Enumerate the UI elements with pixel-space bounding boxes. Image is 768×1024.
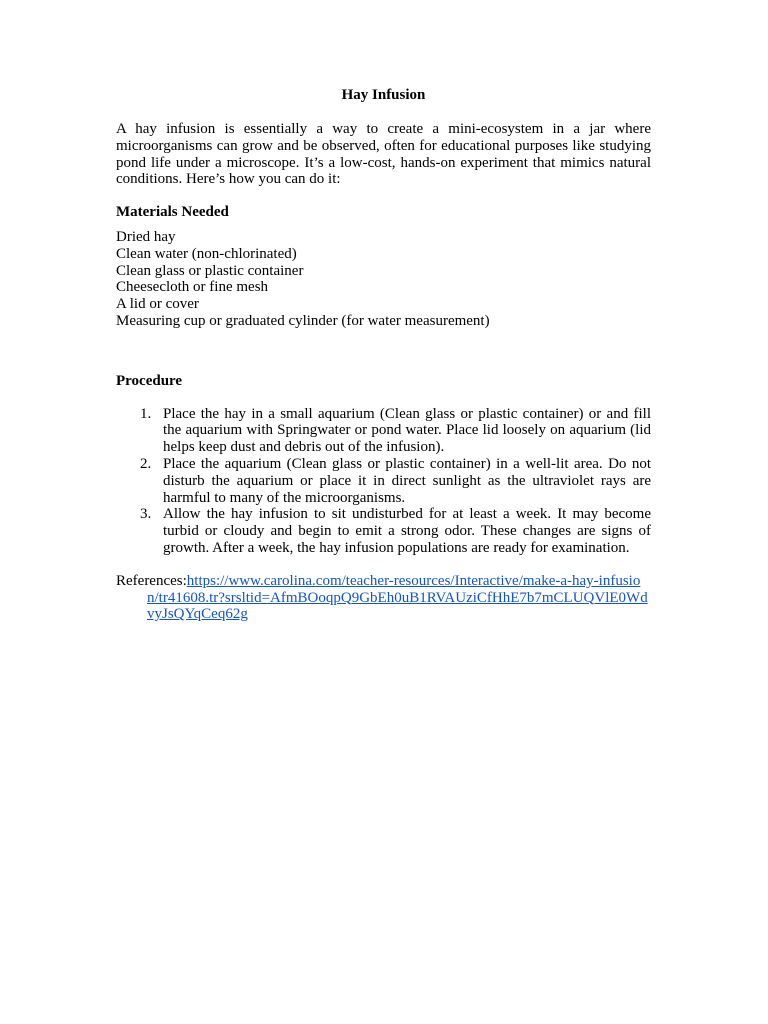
step-text: Allow the hay infusion to sit undisturbed for at least a week. It may become turbid or cloudy and begin to emit a strong odor. These changes are signs of growth. After a week, the hay infusion populations are ready for examination. xyxy=(163,506,651,556)
materials-list xyxy=(116,229,651,330)
procedure-step xyxy=(116,506,651,556)
step-number: 3. xyxy=(140,506,152,523)
step-text: Place the hay in a small aquarium (Clean glass or plastic container) or and fill the aquarium with Springwater or pond water. Place lid loosely on aquarium (lid helps keep dust and debris out of the infusion). xyxy=(163,405,651,456)
document-page xyxy=(116,87,651,623)
material-item: A lid or cover xyxy=(116,296,199,313)
document-title: Hay Infusion xyxy=(341,87,426,103)
materials-heading: Materials Needed xyxy=(116,204,229,221)
material-item: Dried hay xyxy=(116,228,176,245)
reference-link[interactable]: https://www.carolina.com/teacher-resources/Interactive/make-a-hay-infusion/tr41608.tr?srsltid=AfmBOoqpQ9GbEh0uB1RVAUziCfHhE7b7mCLUQVlE0WdvyJsQYqCeq62g xyxy=(147,572,648,623)
material-item: Cheesecloth or fine mesh xyxy=(116,279,269,296)
references xyxy=(116,573,651,623)
step-number: 2. xyxy=(140,455,152,472)
intro-paragraph: A hay infusion is essentially a way to create a mini-ecosystem in a jar where microorganisms can grow and be observed, often for educational purposes like studying pond life under a microscope. It’s a low-cost, hands-on experiment that mimics natural conditions. Here’s how you can do it: xyxy=(116,121,651,188)
step-number: 1. xyxy=(140,405,152,422)
material-item: Clean glass or plastic container xyxy=(116,262,304,279)
procedure-heading: Procedure xyxy=(116,372,183,389)
procedure-step xyxy=(116,456,651,506)
procedure-steps xyxy=(116,406,651,557)
step-text: Place the aquarium (Clean glass or plastic container) in a well-lit area. Do not disturb the aquarium or place it in direct sunlight as the ultraviolet rays are harmful to many of the microorganisms. xyxy=(163,455,651,506)
references-label: References: xyxy=(116,572,187,589)
material-item: Clean water (non-chlorinated) xyxy=(116,245,297,262)
material-item: Measuring cup or graduated cylinder (for water measurement) xyxy=(116,312,490,329)
procedure-step xyxy=(116,406,651,456)
